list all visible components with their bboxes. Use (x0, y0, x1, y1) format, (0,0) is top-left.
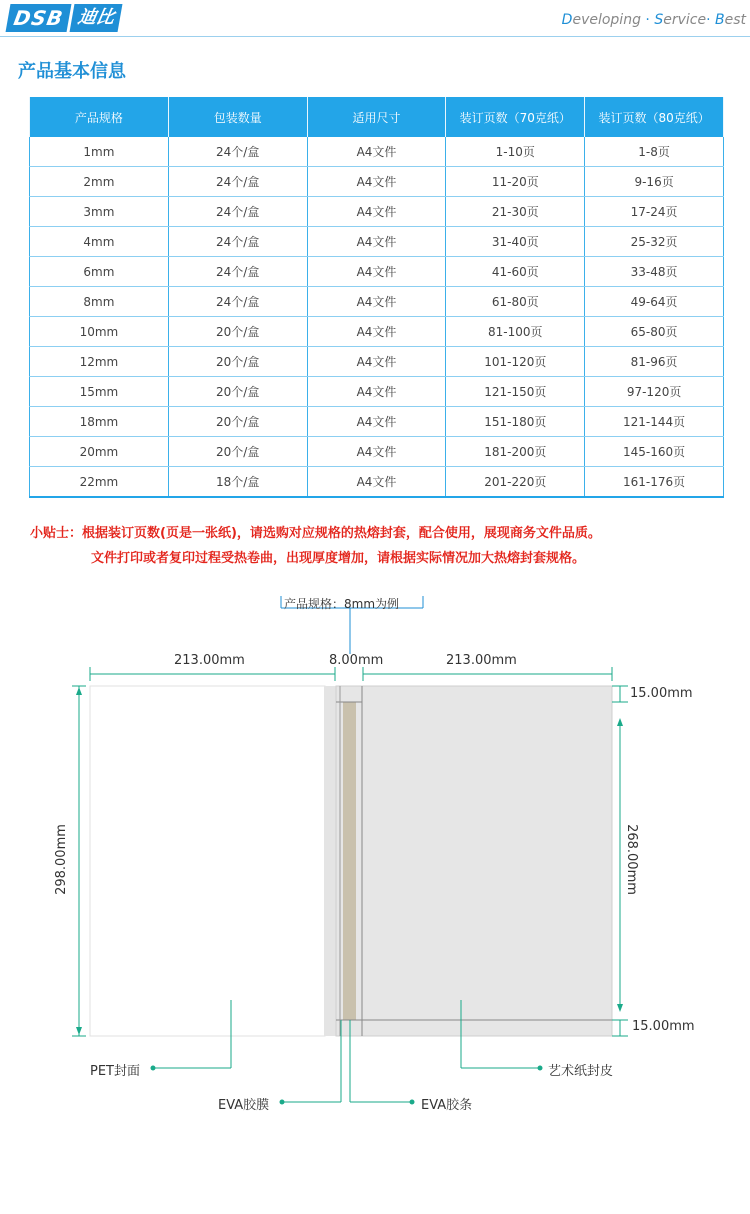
cover-dimension-diagram (0, 590, 750, 1130)
table-row (30, 137, 724, 167)
cell-pages-70g: 31-40页 (446, 227, 585, 257)
cell-pages-70g: 21-30页 (446, 197, 585, 227)
art-paper-back-cover (336, 686, 612, 1036)
back-width-label: 213.00mm (446, 653, 517, 668)
cell-pages-80g: 9-16页 (585, 167, 724, 197)
cell-size: A4文件 (307, 227, 446, 257)
table-row (30, 407, 724, 437)
inner-height-label: 268.00mm (623, 824, 639, 895)
tip-line-2: 文件打印或者复印过程受热卷曲，出现厚度增加，请根据实际情况加大热熔封套规格。 (91, 551, 586, 566)
slogan-word-3: est (724, 12, 746, 28)
cell-package: 24个/盒 (168, 287, 307, 317)
brand-logo (8, 4, 120, 32)
cell-size: A4文件 (307, 197, 446, 227)
slogan-separator-2: · (706, 12, 711, 28)
cell-package: 24个/盒 (168, 227, 307, 257)
inner-height-arrow-top (617, 718, 623, 726)
cell-size: A4文件 (307, 317, 446, 347)
cell-pages-80g: 97-120页 (585, 377, 724, 407)
table-row (30, 167, 724, 197)
cell-package: 18个/盒 (168, 467, 307, 498)
cell-pages-70g: 61-80页 (446, 287, 585, 317)
cell-pages-80g: 161-176页 (585, 467, 724, 498)
cell-spec: 3mm (30, 197, 169, 227)
cell-pages-80g: 33-48页 (585, 257, 724, 287)
slogan-cap-3: B (714, 12, 725, 28)
cell-pages-70g: 1-10页 (446, 137, 585, 167)
cell-pages-80g: 1-8页 (585, 137, 724, 167)
logo-chinese-text: 迪比 (70, 4, 123, 32)
table-row (30, 467, 724, 498)
table-row (30, 347, 724, 377)
cell-pages-80g: 145-160页 (585, 437, 724, 467)
cell-pages-70g: 121-150页 (446, 377, 585, 407)
cell-pages-80g: 65-80页 (585, 317, 724, 347)
cell-spec: 22mm (30, 467, 169, 498)
eva-film-callout: EVA胶膜 (218, 1098, 270, 1113)
cell-size: A4文件 (307, 377, 446, 407)
example-label: 产品规格：8mm为例 (284, 597, 400, 611)
slogan-word-1: eveloping (572, 12, 641, 28)
eva-film-strip (324, 686, 336, 1036)
cell-pages-70g: 181-200页 (446, 437, 585, 467)
cell-package: 24个/盒 (168, 167, 307, 197)
slogan-cap-1: D (561, 12, 573, 28)
eva-strip-callout-dot (410, 1100, 415, 1105)
cell-package: 24个/盒 (168, 137, 307, 167)
table-header-row (30, 97, 724, 137)
spine-width-label: 8.00mm (329, 653, 384, 668)
page-header (0, 0, 750, 40)
cell-pages-70g: 201-220页 (446, 467, 585, 498)
cell-spec: 20mm (30, 437, 169, 467)
cell-spec: 8mm (30, 287, 169, 317)
cell-spec: 1mm (30, 137, 169, 167)
cell-pages-80g: 49-64页 (585, 287, 724, 317)
cell-package: 20个/盒 (168, 317, 307, 347)
slogan-cap-2: S (654, 12, 664, 28)
cell-pages-80g: 17-24页 (585, 197, 724, 227)
pet-front-cover (90, 686, 325, 1036)
cell-size: A4文件 (307, 407, 446, 437)
cell-spec: 6mm (30, 257, 169, 287)
section-title: 产品基本信息 (18, 61, 126, 82)
cell-pages-70g: 11-20页 (446, 167, 585, 197)
column-header-pages-70g: 装订页数（70克纸） (446, 97, 585, 137)
cell-package: 24个/盒 (168, 197, 307, 227)
cell-spec: 15mm (30, 377, 169, 407)
logo-text: DSB (6, 4, 72, 32)
eva-strip-callout: EVA胶条 (421, 1098, 473, 1113)
table-row (30, 437, 724, 467)
art-paper-callout-dot (538, 1066, 543, 1071)
cell-package: 20个/盒 (168, 347, 307, 377)
table-row (30, 377, 724, 407)
cell-spec: 12mm (30, 347, 169, 377)
height-arrow-bottom (76, 1027, 82, 1035)
cell-pages-70g: 151-180页 (446, 407, 585, 437)
height-label: 298.00mm (53, 824, 69, 895)
cell-package: 24个/盒 (168, 257, 307, 287)
eva-film-callout-dot (280, 1100, 285, 1105)
slogan (562, 12, 746, 28)
cell-size: A4文件 (307, 347, 446, 377)
cell-spec: 18mm (30, 407, 169, 437)
cell-spec: 4mm (30, 227, 169, 257)
height-arrow-top (76, 687, 82, 695)
cell-size: A4文件 (307, 437, 446, 467)
cell-pages-70g: 81-100页 (446, 317, 585, 347)
tip-line-1: 小贴士：根据装订页数(页是一张纸)，请选购对应规格的热熔封套，配合使用，展现商务文件品质。 (30, 526, 601, 541)
column-header-package: 包装数量 (168, 97, 307, 137)
cell-spec: 2mm (30, 167, 169, 197)
column-header-spec: 产品规格 (30, 97, 169, 137)
table-row (30, 257, 724, 287)
table-row (30, 197, 724, 227)
table-body (30, 137, 724, 497)
cell-pages-70g: 101-120页 (446, 347, 585, 377)
slogan-separator-1: · (645, 12, 650, 28)
cell-pages-70g: 41-60页 (446, 257, 585, 287)
cell-pages-80g: 121-144页 (585, 407, 724, 437)
eva-glue-strip (343, 702, 356, 1020)
column-header-pages-80g: 装订页数（80克纸） (585, 97, 724, 137)
top-margin-label: 15.00mm (630, 686, 693, 701)
table-row (30, 317, 724, 347)
column-header-size: 适用尺寸 (307, 97, 446, 137)
bottom-margin-label: 15.00mm (632, 1019, 695, 1034)
cell-package: 20个/盒 (168, 437, 307, 467)
cell-size: A4文件 (307, 257, 446, 287)
cell-pages-80g: 81-96页 (585, 347, 724, 377)
header-divider (0, 36, 750, 37)
cell-size: A4文件 (307, 467, 446, 498)
art-paper-cover-callout: 艺术纸封皮 (548, 1064, 614, 1079)
cell-size: A4文件 (307, 167, 446, 197)
cell-package: 20个/盒 (168, 407, 307, 437)
cell-spec: 10mm (30, 317, 169, 347)
pet-callout-dot (151, 1066, 156, 1071)
cell-size: A4文件 (307, 287, 446, 317)
cell-pages-80g: 25-32页 (585, 227, 724, 257)
inner-height-arrow-bottom (617, 1004, 623, 1012)
pet-cover-callout: PET封面 (90, 1064, 140, 1079)
cell-size: A4文件 (307, 137, 446, 167)
front-width-label: 213.00mm (174, 653, 245, 668)
cell-package: 20个/盒 (168, 377, 307, 407)
table-row (30, 227, 724, 257)
slogan-word-2: ervice (663, 12, 707, 28)
spec-table (29, 97, 724, 498)
table-row (30, 287, 724, 317)
